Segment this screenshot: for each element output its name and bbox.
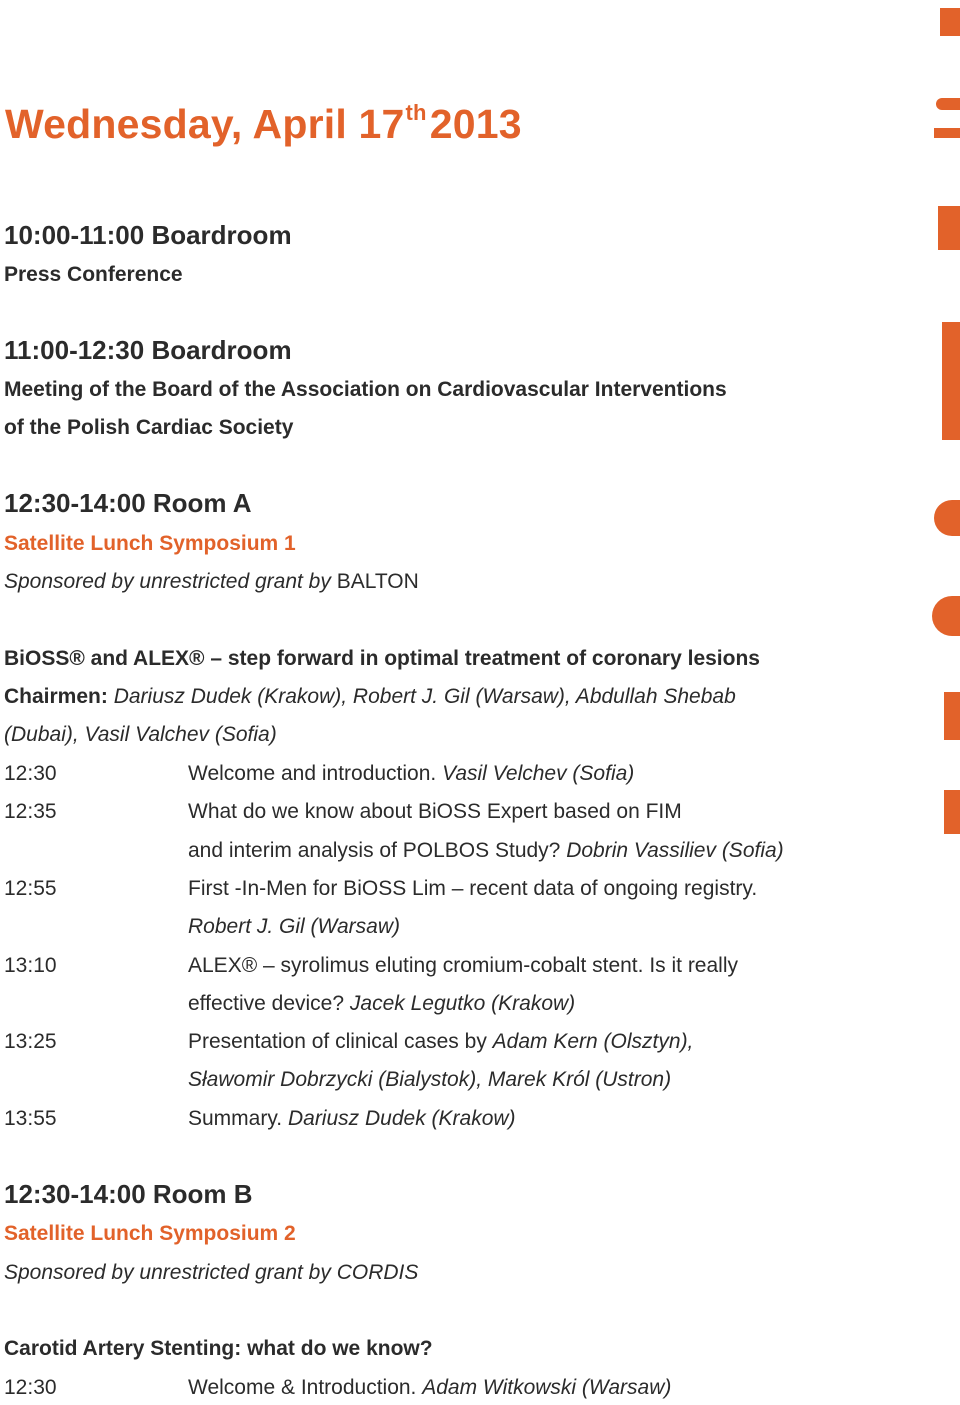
room-a-topic-part1: BiOSS® and ALEX® – step forward in [4,647,385,670]
room-b-time-room: 12:30-14:00 Room B [4,1179,253,1209]
room-b-symposium: Satellite Lunch Symposium 2 [4,1222,296,1245]
agenda-time: 13:10 [4,954,57,977]
agenda-title-cont: effective device? [188,992,345,1015]
agenda-title: First -In-Men for BiOSS Lim – recent data of ongoing registry. [188,877,758,900]
agenda-time: 12:30 [4,762,57,785]
agenda-title-cont: and interim analysis of POLBOS Study? [188,839,561,862]
agenda-text [188,1106,516,1132]
chairmen-label: Chairmen: [4,685,108,708]
agenda-speaker: Adam Kern (Olsztyn), [492,1030,694,1053]
agenda-time: 13:55 [4,1107,57,1130]
press-title: Press Conference [4,263,183,286]
board-title-line1: Meeting of the Board of the Association on Cardiovascular Interventions [4,378,727,401]
title-year: 2013 [429,101,522,147]
room-a-time-room: 12:30-14:00 Room A [4,488,252,518]
board-title-line2: of the Polish Cardiac Society [4,416,294,439]
room-a-topic [4,646,760,672]
page-title [5,100,522,148]
agenda-text [188,838,784,864]
agenda-title: Welcome and introduction. [188,762,437,785]
agenda-title: Summary. [188,1107,283,1130]
room-a-sponsor-prefix: Sponsored by unrestricted grant by [4,570,331,593]
board-time-room: 11:00-12:30 Boardroom [4,335,292,365]
agenda-speaker: Dobrin Vassiliev (Sofia) [566,839,784,862]
agenda-time: 12:55 [4,877,57,900]
agenda-text [188,761,634,787]
agenda-speaker: Sławomir Dobrzycki (Bialystok), Marek Król (Ustron) [188,1068,672,1091]
title-suffix: th [405,100,427,125]
agenda-title: ALEX® – syrolimus eluting cromium-cobalt stent. Is it really [188,954,738,977]
agenda-time: 12:35 [4,800,57,823]
room-a-sponsor-name: BALTON [336,570,419,593]
room-b-topic: Carotid Artery Stenting: what do we know? [4,1337,433,1360]
edge-mark [940,8,960,36]
edge-decoration [920,0,960,860]
room-a-topic-part2: optimal treatment of coronary lesions [384,647,760,670]
agenda-title: Presentation of clinical cases by [188,1030,487,1053]
edge-mark [944,692,960,740]
agenda-title: What do we know about BiOSS Expert based on FIM [188,800,682,823]
agenda-text [188,1375,671,1401]
room-b-sponsor: Sponsored by unrestricted grant by CORDIS [4,1261,419,1284]
agenda-text [188,1029,693,1055]
agenda-speaker: Jacek Legutko (Krakow) [349,992,576,1015]
edge-mark [932,596,960,636]
chairmen-names-1: Dariusz Dudek (Krakow), Robert J. Gil (Warsaw), Abdullah Shebab [113,685,736,708]
edge-mark [944,790,960,834]
agenda-time: 12:30 [4,1376,57,1399]
edge-mark [942,322,960,440]
agenda-title: Welcome & Introduction. [188,1376,417,1399]
agenda-speaker: Vasil Velchev (Sofia) [442,762,635,785]
room-a-chairmen-line1 [4,684,736,710]
edge-mark [934,500,960,536]
edge-mark [934,128,960,138]
agenda-speaker: Dariusz Dudek (Krakow) [287,1107,516,1130]
agenda-time: 13:25 [4,1030,57,1053]
agenda-text [188,991,575,1017]
chairmen-names-2: (Dubai), Vasil Valchev (Sofia) [4,723,277,746]
title-day: Wednesday, April 17 [5,101,405,147]
agenda-speaker: Robert J. Gil (Warsaw) [188,915,400,938]
room-a-symposium: Satellite Lunch Symposium 1 [4,532,296,555]
edge-mark [936,98,960,110]
edge-mark [938,206,960,250]
press-time-room: 10:00-11:00 Boardroom [4,220,292,250]
room-a-sponsor [4,569,419,595]
agenda-speaker: Adam Witkowski (Warsaw) [422,1376,672,1399]
